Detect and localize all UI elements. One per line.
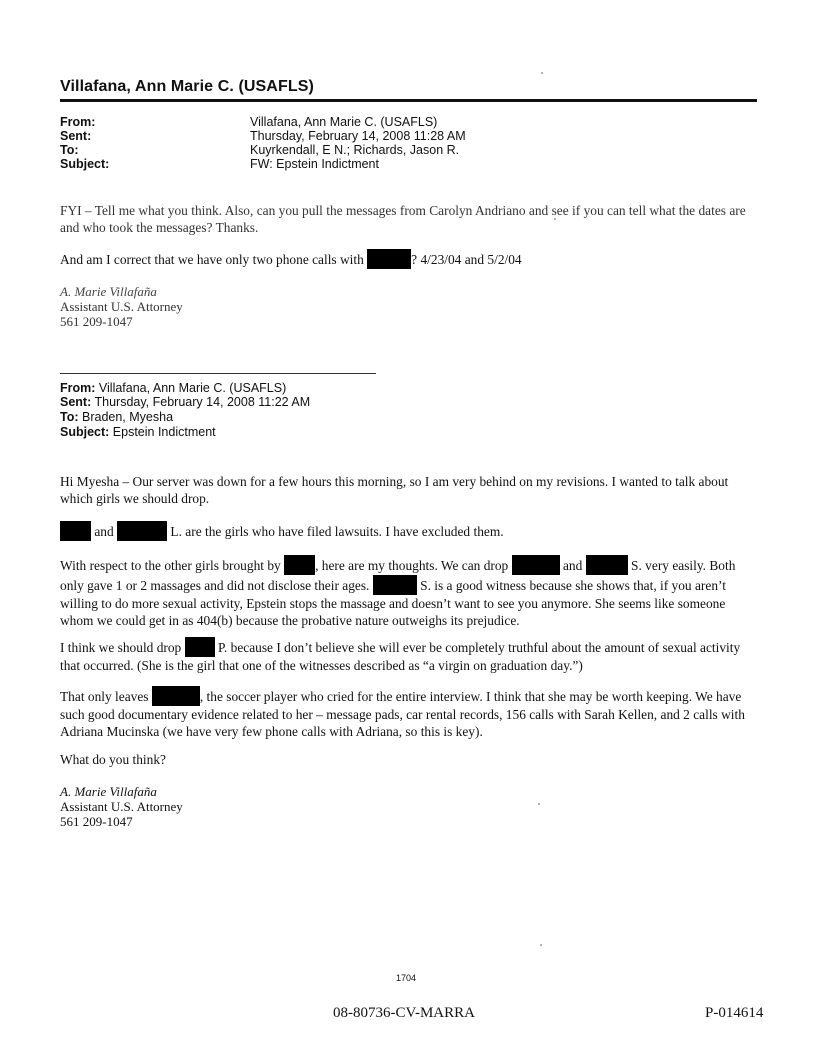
scan-speck bbox=[538, 803, 540, 805]
forwarded-paragraph-5-text-b: , the soccer player who cried for the entire interview. I think that she may be worth keeping. We have such good documentary evidence related to her – message pads, car rental records, 156 calls with Sarah Kellen, and 2 calls with Adriana Mucinska (we have very few phone calls with Adriana, so this is key). bbox=[60, 689, 745, 739]
forwarded-to-value: Braden, Myesha bbox=[82, 410, 174, 424]
forwarded-paragraph-4 bbox=[60, 637, 760, 674]
forwarded-from-label: From: bbox=[60, 381, 96, 395]
forwarded-signature-name: A. Marie Villafaña bbox=[60, 784, 157, 799]
forwarded-signature-title: Assistant U.S. Attorney bbox=[60, 799, 183, 814]
forwarded-paragraph-3 bbox=[60, 555, 760, 629]
case-number: 08-80736-CV-MARRA bbox=[333, 1005, 475, 1021]
sent-label: Sent: bbox=[60, 129, 92, 143]
subject-label: Subject: bbox=[60, 157, 110, 171]
reply-paragraph-2-text-a: And am I correct that we have only two phone calls with bbox=[60, 252, 364, 267]
redaction-block bbox=[185, 637, 215, 657]
reply-signature-title: Assistant U.S. Attorney bbox=[60, 299, 183, 314]
forwarded-to-label: To: bbox=[60, 410, 79, 424]
scan-speck bbox=[541, 72, 543, 74]
to-value: Kuyrkendall, E N.; Richards, Jason R. bbox=[250, 143, 460, 157]
forwarded-paragraph-3-text-b: , here are my thoughts. We can drop bbox=[315, 558, 509, 573]
sent-value: Thursday, February 14, 2008 11:28 AM bbox=[250, 129, 466, 143]
page-number: 1704 bbox=[396, 973, 417, 983]
redaction-block bbox=[284, 555, 315, 575]
forwarded-paragraph-2-text-a: and bbox=[94, 524, 114, 539]
forwarded-subject-value: Epstein Indictment bbox=[112, 425, 216, 439]
forwarded-paragraph-1: Hi Myesha – Our server was down for a few hours this morning, so I am very behind on my revisions. I wanted to talk about which girls we should drop. bbox=[60, 474, 729, 506]
forwarded-subject bbox=[60, 425, 216, 439]
redaction-block bbox=[60, 521, 91, 541]
forwarded-signature-phone: 561 209-1047 bbox=[60, 814, 133, 829]
redaction-block bbox=[586, 555, 628, 575]
scan-speck bbox=[554, 218, 556, 220]
reply-paragraph-2 bbox=[60, 249, 760, 269]
redaction-block bbox=[152, 686, 200, 706]
from-value: Villafana, Ann Marie C. (USAFLS) bbox=[250, 115, 438, 129]
forwarded-sent-label: Sent: bbox=[60, 395, 92, 409]
document-title: Villafana, Ann Marie C. (USAFLS) bbox=[60, 78, 314, 95]
title-rule bbox=[60, 99, 757, 102]
from-label: From: bbox=[60, 115, 96, 129]
forwarded-from-value: Villafana, Ann Marie C. (USAFLS) bbox=[98, 381, 287, 395]
forwarded-paragraph-2 bbox=[60, 521, 760, 541]
redaction-block bbox=[367, 249, 411, 269]
scan-speck bbox=[540, 944, 542, 946]
forwarded-paragraph-3-text-d: S. very easily. Both only gave 1 or 2 massages and did not disclose their ages. bbox=[60, 558, 736, 593]
forwarded-paragraph-5 bbox=[60, 686, 760, 740]
reply-paragraph-1: FYI – Tell me what you think. Also, can you pull the messages from Carolyn Andriano and see if you can tell what the dates are and who took the messages? Thanks. bbox=[60, 203, 746, 235]
forwarded-paragraph-2-text-b: L. are the girls who have filed lawsuits. I have excluded them. bbox=[170, 524, 504, 539]
subject-value: FW: Epstein Indictment bbox=[250, 157, 379, 171]
forwarded-paragraph-5-text-a: That only leaves bbox=[60, 689, 149, 704]
forwarded-subject-label: Subject: bbox=[60, 425, 110, 439]
forwarded-paragraph-3-text-c: and bbox=[562, 558, 583, 573]
reply-paragraph-2-text-b: ? 4/23/04 and 5/2/04 bbox=[411, 252, 522, 267]
forwarded-paragraph-3-text-a: With respect to the other girls brought by bbox=[60, 558, 281, 573]
forwarded-paragraph-6: What do you think? bbox=[60, 752, 166, 767]
forwarded-to bbox=[60, 410, 173, 424]
forwarded-from bbox=[60, 381, 286, 395]
redaction-block bbox=[373, 575, 417, 595]
forwarded-sent-value: Thursday, February 14, 2008 11:22 AM bbox=[94, 395, 311, 409]
separator-rule bbox=[60, 373, 376, 374]
redaction-block bbox=[512, 555, 560, 575]
forwarded-sent bbox=[60, 395, 310, 409]
reply-signature-name: A. Marie Villafaña bbox=[60, 284, 157, 299]
redaction-block bbox=[117, 521, 167, 541]
to-label: To: bbox=[60, 143, 79, 157]
forwarded-paragraph-4-text-b: P. because I don’t believe she will ever be completely truthful about the amount of sexual activity that occurred. (She is the girl that one of the witnesses described as “a virgin on graduation day.”) bbox=[60, 640, 741, 673]
forwarded-paragraph-3-text-e: S. is a good witness because she shows that, if you aren’t willing to do more sexual activity, Epstein stops the massage and doesn’t want to see you anymore. She seems like someone whom we could get in as 404(b) because the probative nature outweighs its prejudice. bbox=[60, 578, 726, 628]
reply-signature-phone: 561 209-1047 bbox=[60, 314, 133, 329]
forwarded-paragraph-4-text-a: I think we should drop bbox=[60, 640, 182, 655]
bates-number: P-014614 bbox=[705, 1005, 764, 1021]
